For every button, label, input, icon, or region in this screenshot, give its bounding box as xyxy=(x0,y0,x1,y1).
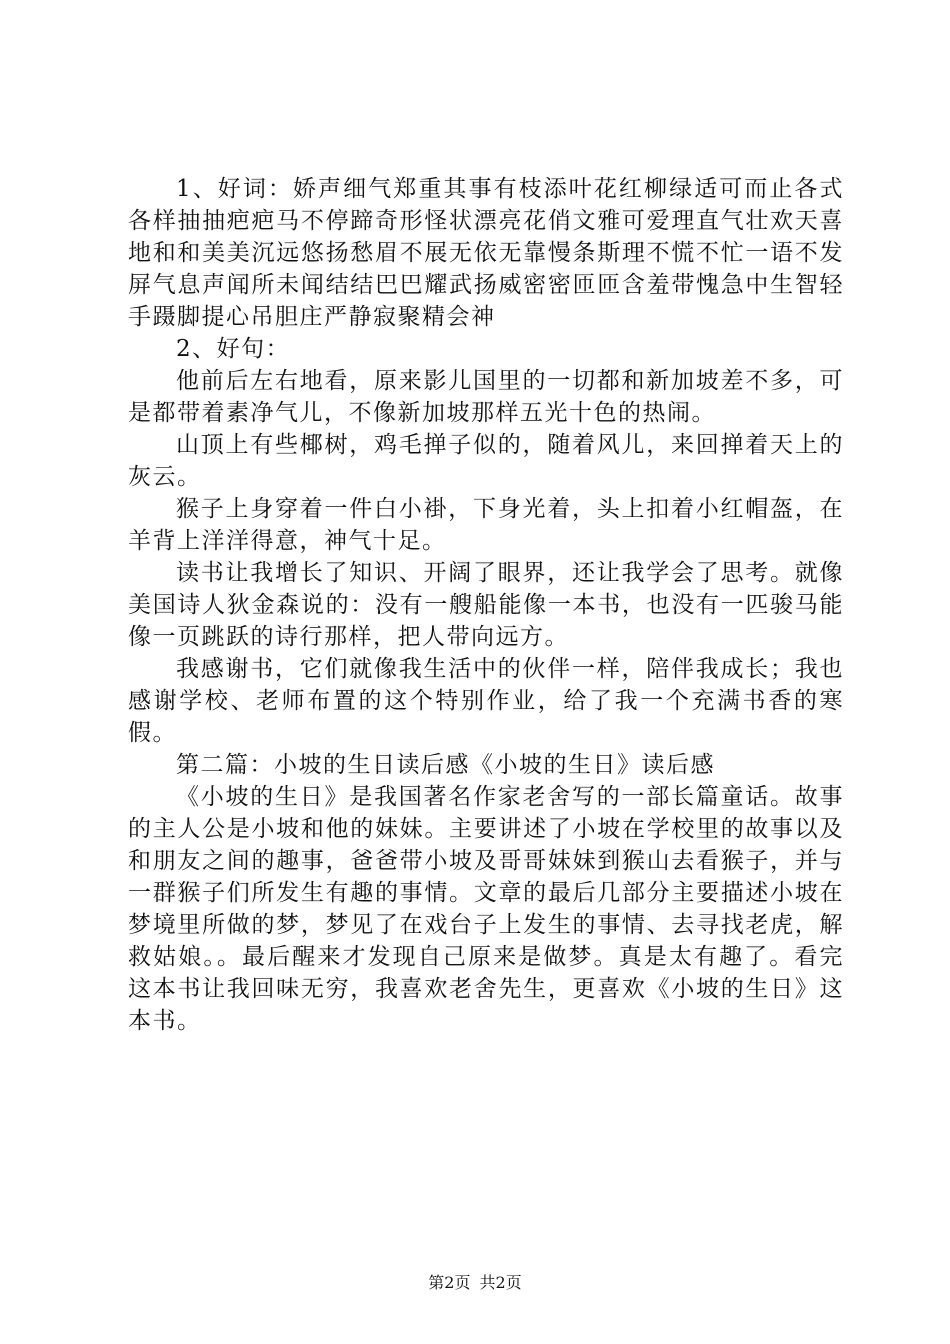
page-footer xyxy=(0,1273,950,1293)
page-number: 第2页 xyxy=(428,1273,471,1292)
paragraph-sentence-2: 山顶上有些椰树，鸡毛掸子似的，随着风儿，来回掸着天上的灰云。 xyxy=(128,432,844,490)
page-total: 共2页 xyxy=(479,1273,522,1292)
paragraph-good-sentences-heading: 2、好句： xyxy=(176,336,291,362)
paragraph-book-review: 《小坡的生日》是我国著名作家老舍写的一部长篇童话。故事的主人公是小坡和他的妹妹。主要讲述了小坡在学校里的故事以及和朋友之间的趣事，爸爸带小坡及哥哥妹妹到猴山去看猴子，并与一群猴子们所发生有趣的事情。文章的最后几部分主要描述小坡在梦境里所做的梦，梦见了在戏台子上发生的事情、去寻找老虎，解救姑娘。。最后醒来才发现自己原来是做梦。真是太有趣了。看完这本书让我回味无穷，我喜欢老舍先生，更喜欢《小坡的生日》这本书。 xyxy=(128,784,844,1034)
paragraph-reading-reflection: 读书让我增长了知识、开阔了眼界，还让我学会了思考。就像美国诗人狄金森说的：没有一艘船能像一本书，也没有一匹骏马能像一页跳跃的诗行那样，把人带向远方。 xyxy=(128,560,844,650)
paragraph-thanks: 我感谢书，它们就像我生活中的伙伴一样，陪伴我成长；我也感谢学校、老师布置的这个特别作业，给了我一个充满书香的寒假。 xyxy=(128,656,844,746)
document-body xyxy=(128,173,844,1037)
paragraph-section-two-title: 第二篇：小坡的生日读后感《小坡的生日》读后感 xyxy=(176,752,715,778)
paragraph-sentence-1: 他前后左右地看，原来影儿国里的一切都和新加坡差不多，可是都带着素净气儿，不像新加坡那样五光十色的热闹。 xyxy=(128,368,844,426)
paragraph-good-words: 1、好词：娇声细气郑重其事有枝添叶花红柳绿适可而止各式各样抽抽疤疤马不停蹄奇形怪状漂亮花俏文雅可爱理直气壮欢天喜地和和美美沉远悠扬愁眉不展无依无靠慢条斯理不慌不忙一语不发屏气息声闻所未闻结结巴巴耀武扬威密密匝匝含羞带愧急中生智轻手蹑脚提心吊胆庄严静寂聚精会神 xyxy=(128,176,844,330)
paragraph-sentence-3: 猴子上身穿着一件白小褂，下身光着，头上扣着小红帽盔，在羊背上洋洋得意，神气十足。 xyxy=(128,496,844,554)
